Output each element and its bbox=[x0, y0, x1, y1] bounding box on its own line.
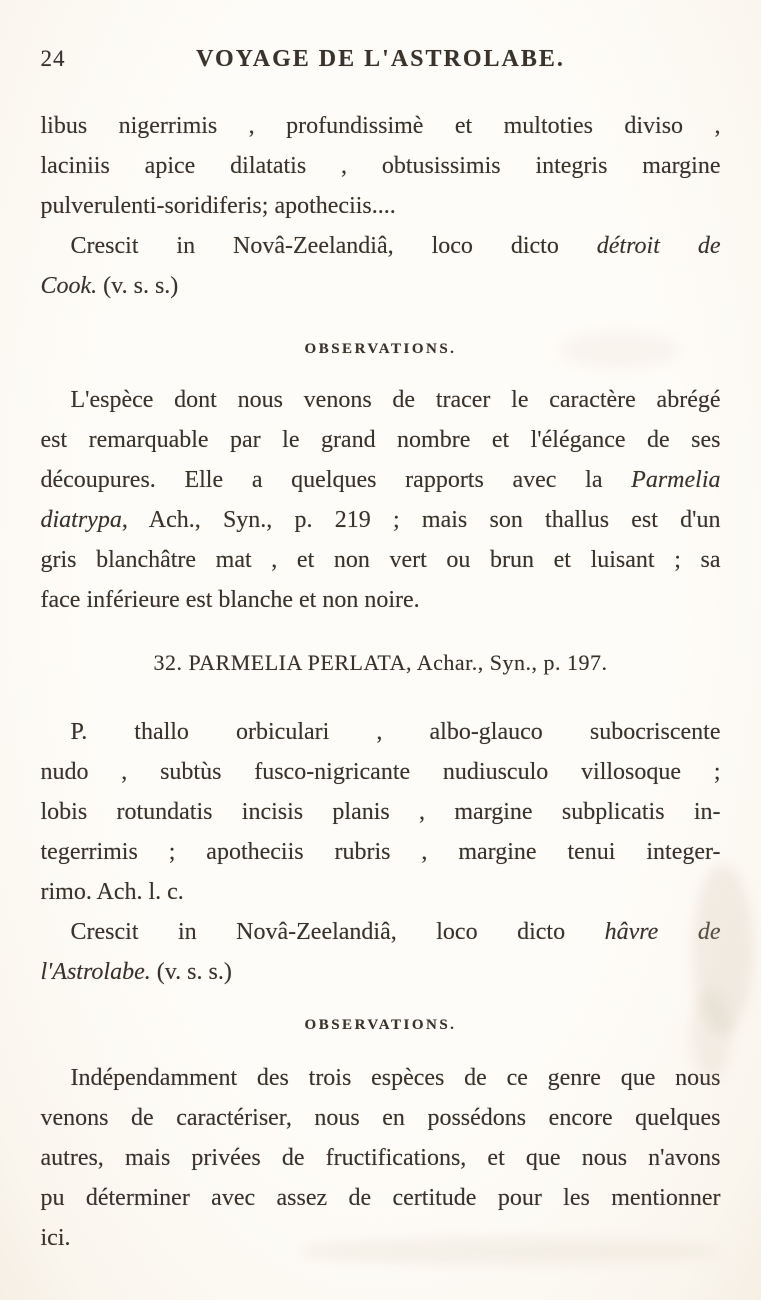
text-line bbox=[41, 226, 721, 266]
text-line: nudo , subtùs fusco-nigricante nudiusculo villosoque ; bbox=[40, 759, 721, 785]
locality-lead: Crescit in Novâ-Zeelandiâ, loco dicto bbox=[70, 919, 605, 945]
paragraph-species32-locality bbox=[41, 912, 721, 992]
text-line: gris blanchâtre mat , et non vert ou brun et luisant ; sa bbox=[40, 547, 721, 573]
text-line: ici. bbox=[40, 1225, 71, 1251]
text-line: Indépendamment des trois espèces de ce genre que nous bbox=[70, 1065, 721, 1091]
locality-place-italic: Cook. bbox=[40, 273, 98, 299]
text-line: L'espèce dont nous venons de tracer le caractère abrégé bbox=[70, 387, 721, 413]
paragraph-species31-description bbox=[41, 106, 721, 226]
page-number: 24 bbox=[40, 46, 66, 71]
page-content bbox=[41, 0, 721, 1258]
locality-place-italic: hâvre de bbox=[604, 919, 721, 945]
text-line: rimo. Ach. l. c. bbox=[40, 879, 184, 905]
text-line: est remarquable par le grand nombre et l'élégance de ses bbox=[40, 427, 721, 453]
text-line: face inférieure est blanche et non noire. bbox=[40, 587, 420, 613]
text-line bbox=[41, 500, 721, 540]
paragraph-species31-locality bbox=[41, 226, 721, 306]
paragraph-observations1 bbox=[41, 380, 721, 620]
text-line: tegerrimis ; apotheciis rubris , margine tenui integer- bbox=[40, 839, 721, 865]
locality-tail: (v. s. s.) bbox=[150, 959, 232, 985]
paragraph-species32-description bbox=[41, 712, 721, 912]
text-line: libus nigerrimis , profundissimè et multoties diviso , bbox=[40, 113, 721, 139]
text-roman: , Ach., Syn., p. 219 ; mais son thallus est d'un bbox=[121, 507, 721, 533]
text-line: pu déterminer avec assez de certitude pour les mentionner bbox=[40, 1185, 721, 1211]
text-line: pulverulenti-soridiferis; apotheciis.... bbox=[40, 193, 396, 219]
page-header bbox=[41, 42, 721, 76]
text-roman: découpures. Elle a quelques rapports avec la bbox=[40, 467, 632, 493]
locality-lead: Crescit in Novâ-Zeelandiâ, loco dicto bbox=[70, 233, 597, 259]
locality-tail: (v. s. s.) bbox=[97, 273, 179, 299]
species-heading: 32. PARMELIA PERLATA, Achar., Syn., p. 197. bbox=[153, 650, 608, 675]
text-line: laciniis apice dilatatis , obtusissimis integris margine bbox=[40, 153, 721, 179]
text-line bbox=[41, 952, 721, 992]
text-line: P. thallo orbiculari , albo-glauco subocriscente bbox=[70, 719, 721, 745]
text-line bbox=[41, 266, 721, 306]
text-line: venons de caractériser, nous en possédons encore quelques bbox=[40, 1105, 721, 1131]
species-name-italic: Parmelia bbox=[631, 467, 721, 493]
species-name-italic: diatrypa bbox=[40, 507, 122, 533]
text-line: autres, mais privées de fructifications, et que nous n'avons bbox=[40, 1145, 721, 1171]
locality-place-italic: détroit de bbox=[596, 233, 721, 259]
text-line: lobis rotundatis incisis planis , margine subplicatis in- bbox=[40, 799, 721, 825]
text-line bbox=[41, 460, 721, 500]
paragraph-observations2 bbox=[41, 1058, 721, 1258]
running-title: VOYAGE DE L'ASTROLABE. bbox=[196, 46, 565, 72]
locality-place-italic: l'Astrolabe. bbox=[40, 959, 151, 985]
observations-heading: OBSERVATIONS. bbox=[304, 1017, 457, 1033]
observations-heading: OBSERVATIONS. bbox=[304, 341, 457, 357]
text-line bbox=[41, 912, 721, 952]
